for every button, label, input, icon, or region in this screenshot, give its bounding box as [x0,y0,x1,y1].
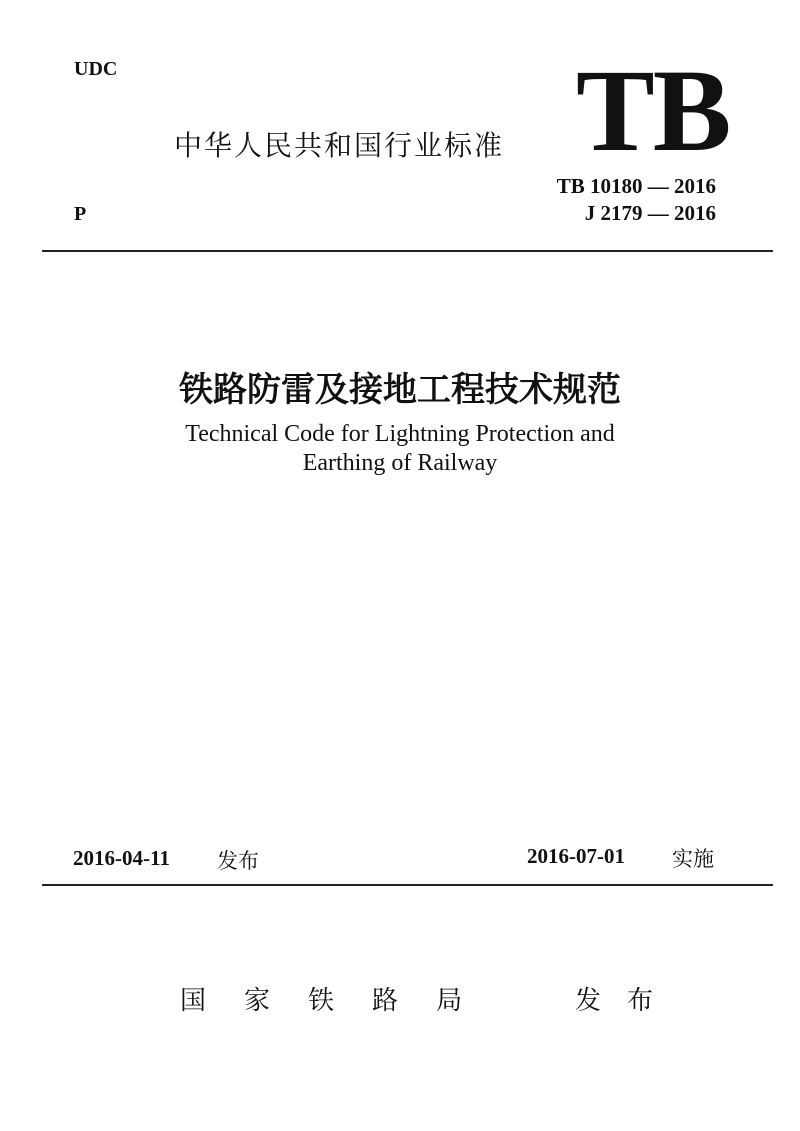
record-number: J 2179 — 2016 [584,201,716,225]
top-divider [42,250,773,252]
publish-char: 发 [575,986,602,1016]
issue-label: 发布 [217,849,259,873]
publisher [180,980,462,1017]
publish-char: 布 [627,986,654,1016]
implementation-label: 实施 [672,847,714,871]
publish-label [575,980,653,1017]
publisher-char: 局 [436,986,463,1016]
issue-date: 2016-04-11 [73,846,170,870]
bottom-divider [42,884,773,886]
title-chinese: 铁路防雷及接地工程技术规范 [179,370,621,410]
implementation-date: 2016-07-01 [527,844,625,868]
publisher-char: 家 [244,986,271,1016]
standard-category: 中华人民共和国行业标准 [174,129,505,162]
title-english-line1: Technical Code for Lightning Protection and [185,421,615,447]
classification-code: P [74,203,87,225]
tb-logo: TB [576,45,730,176]
publisher-char: 路 [372,986,399,1016]
publisher-char: 铁 [308,986,335,1016]
udc-label: UDC [74,58,118,80]
title-english-line2: Earthing of Railway [302,450,498,476]
publisher-char: 国 [180,986,207,1016]
standard-number: TB 10180 — 2016 [556,174,716,198]
